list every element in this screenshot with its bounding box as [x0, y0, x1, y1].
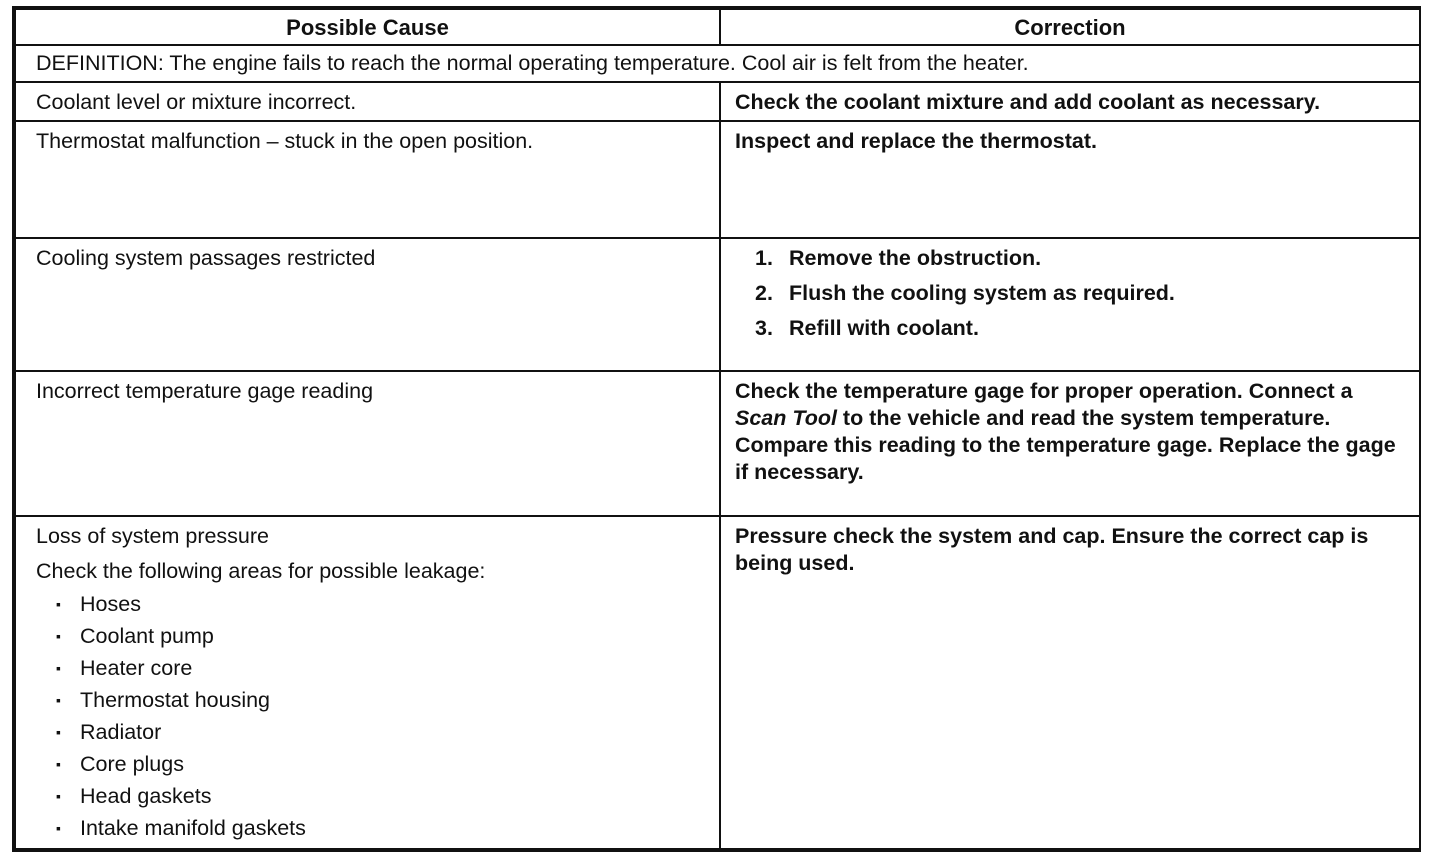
- header-row: [15, 9, 1420, 45]
- bullet-icon: ▪: [56, 692, 61, 708]
- step-number: 2.: [755, 281, 773, 305]
- cause-thermostat: Thermostat malfunction – stuck in the open position.: [15, 121, 720, 238]
- list-item: [755, 280, 1409, 306]
- bullet-icon: ▪: [56, 820, 61, 836]
- definition-text: DEFINITION: The engine fails to reach the normal operating temperature. Cool air is felt from the heater.: [15, 45, 1420, 82]
- header-possible-cause: Possible Cause: [15, 9, 720, 45]
- diagnosis-table-frame: [12, 6, 1421, 852]
- cause-pressure: [15, 516, 720, 849]
- leak-areas-list: [36, 588, 711, 844]
- leak-area: Core plugs: [80, 752, 184, 776]
- bullet-icon: ▪: [56, 788, 61, 804]
- table-row: [15, 82, 1420, 121]
- correction-gage: [720, 371, 1420, 516]
- cause-gage: Incorrect temperature gage reading: [15, 371, 720, 516]
- list-item: [56, 780, 711, 812]
- table-row: [15, 516, 1420, 849]
- cause-passages: Cooling system passages restricted: [15, 238, 720, 371]
- correction-thermostat: Inspect and replace the thermostat.: [720, 121, 1420, 238]
- table-row: [15, 121, 1420, 238]
- leak-area: Head gaskets: [80, 784, 212, 808]
- leak-area: Thermostat housing: [80, 688, 271, 712]
- cause-pressure-title: Loss of system pressure: [36, 524, 270, 548]
- bullet-icon: ▪: [56, 756, 61, 772]
- diagnosis-table: [14, 8, 1421, 850]
- bullet-icon: ▪: [56, 724, 61, 740]
- bullet-icon: ▪: [56, 596, 61, 612]
- cause-coolant: Coolant level or mixture incorrect.: [15, 82, 720, 121]
- step-number: 1.: [755, 246, 773, 270]
- step-number: 3.: [755, 316, 773, 340]
- list-item: [755, 315, 1409, 341]
- correction-pressure: Pressure check the system and cap. Ensure the correct cap is being used.: [720, 516, 1420, 849]
- list-item: [56, 748, 711, 780]
- correction-gage-part1: Check the temperature gage for proper operation. Connect a: [735, 379, 1353, 403]
- leak-area: Intake manifold gaskets: [80, 816, 306, 840]
- bullet-icon: ▪: [56, 660, 61, 676]
- leak-area: Hoses: [80, 592, 141, 616]
- correction-passages: [720, 238, 1420, 371]
- cause-pressure-subtitle: Check the following areas for possible leakage:: [36, 559, 486, 583]
- step-text: Flush the cooling system as required.: [789, 281, 1175, 305]
- correction-gage-part2: to the vehicle and read the system temperature. Compare this reading to the temperature gage. Replace the gage if necessary.: [735, 406, 1396, 484]
- list-item: [56, 588, 711, 620]
- step-text: Refill with coolant.: [789, 316, 979, 340]
- definition-row: [15, 45, 1420, 82]
- step-text: Remove the obstruction.: [789, 246, 1042, 270]
- list-item: [755, 245, 1409, 271]
- list-item: [56, 684, 711, 716]
- correction-coolant: Check the coolant mixture and add coolant as necessary.: [720, 82, 1420, 121]
- list-item: [56, 652, 711, 684]
- list-item: [56, 716, 711, 748]
- table-row: [15, 371, 1420, 516]
- leak-area: Radiator: [80, 720, 162, 744]
- leak-area: Coolant pump: [80, 624, 214, 648]
- scan-tool-term: Scan Tool: [735, 406, 837, 430]
- leak-area: Heater core: [80, 656, 193, 680]
- table-row: [15, 238, 1420, 371]
- header-correction: Correction: [720, 9, 1420, 45]
- correction-steps-list: [735, 245, 1409, 341]
- list-item: [56, 812, 711, 844]
- list-item: [56, 620, 711, 652]
- bullet-icon: ▪: [56, 628, 61, 644]
